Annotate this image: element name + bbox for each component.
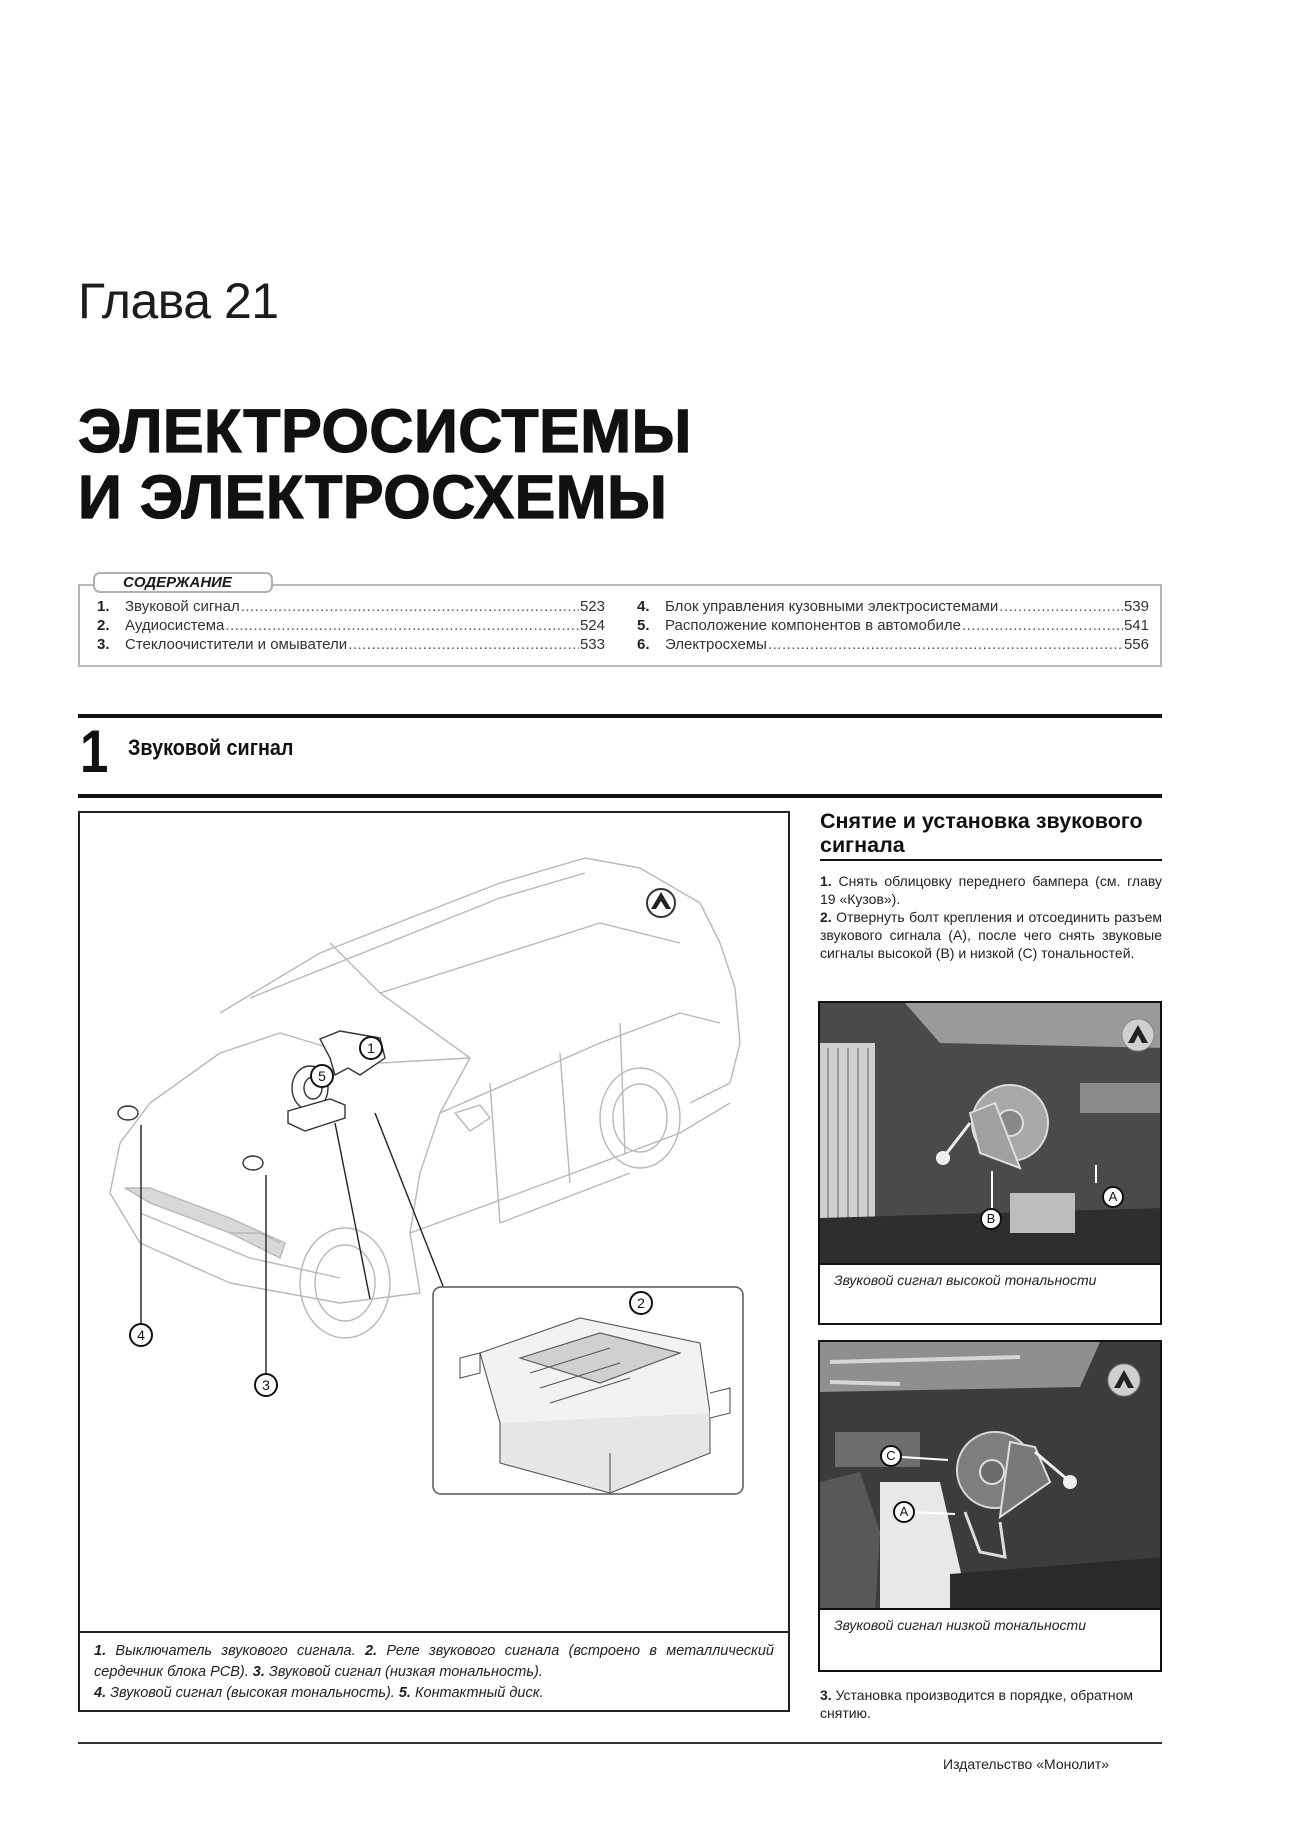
toc-leader-dots xyxy=(999,598,1123,615)
section-number: 1 xyxy=(80,718,109,785)
photo-caption-low-tone: Звуковой сигнал низкой тональности xyxy=(818,1610,1162,1672)
toc-item-title: Расположение компонентов в автомобиле xyxy=(665,617,961,634)
callout-1: 1 xyxy=(359,1036,383,1060)
photo-label-a: A xyxy=(893,1501,915,1523)
toc-item-page: 523 xyxy=(579,598,605,615)
photo-label-c: C xyxy=(880,1445,902,1467)
step-text: Отвернуть болт крепления и отсоединить разъем звукового сигнала (A), после чего снять звуковые сигналы высокой (B) и низкой (C) тональностей. xyxy=(820,909,1162,961)
toc-item[interactable] xyxy=(97,598,605,617)
section-title: Звуковой сигнал xyxy=(128,735,294,760)
toc-leader-dots xyxy=(348,636,579,653)
toc-item-title: Аудиосистема xyxy=(125,617,225,634)
figure-caption-divider xyxy=(78,1631,790,1633)
toc-item[interactable] xyxy=(97,636,605,655)
step-number: 2. xyxy=(820,909,832,925)
toc-heading: СОДЕРЖАНИЕ xyxy=(93,572,273,593)
engine-bay-photo-2 xyxy=(820,1342,1162,1610)
caption-item-number: 3. xyxy=(252,1664,265,1680)
toc-item[interactable] xyxy=(637,598,1149,617)
toc-item-number: 6. xyxy=(637,636,650,653)
low-horn-shape xyxy=(243,1156,263,1170)
step-number: 3. xyxy=(820,1687,832,1703)
toc-item-number: 1. xyxy=(97,598,110,615)
toc-item-title: Стеклоочистители и омыватели xyxy=(125,636,348,653)
figure-caption xyxy=(94,1641,774,1704)
toc-item-number: 3. xyxy=(97,636,110,653)
toc-item-title: Блок управления кузовными электросистемами xyxy=(665,598,999,615)
toc-item[interactable] xyxy=(637,617,1149,636)
caption-item-number: 5. xyxy=(398,1685,411,1701)
procedure-heading: Снятие и установка звукового сигнала xyxy=(820,809,1162,861)
caption-item-number: 2. xyxy=(364,1643,378,1659)
photo-low-tone-horn xyxy=(818,1340,1162,1610)
caption-item-text: Контактный диск. xyxy=(410,1685,544,1701)
photo-high-tone-horn xyxy=(818,1001,1162,1265)
step-number: 1. xyxy=(820,873,832,889)
chapter-label: Глава 21 xyxy=(78,273,279,329)
procedure-step xyxy=(820,872,1162,908)
toc-item-number: 2. xyxy=(97,617,110,634)
toc-item[interactable] xyxy=(637,636,1149,655)
caption-item-text: Звуковой сигнал (высокая тональность). xyxy=(106,1685,399,1701)
toc-item-title: Электросхемы xyxy=(665,636,767,653)
publisher-logo-icon xyxy=(647,889,675,917)
callout-4: 4 xyxy=(129,1323,153,1347)
toc-leader-dots xyxy=(241,598,579,615)
procedure-step xyxy=(820,1686,1162,1722)
toc-item-page: 539 xyxy=(1123,598,1149,615)
step-text: Снять облицовку переднего бампера (см. главу 19 «Кузов»). xyxy=(820,873,1162,907)
toc-item-number: 5. xyxy=(637,617,650,634)
publisher-credit: Издательство «Монолит» xyxy=(943,1756,1110,1772)
toc-item-title: Звуковой сигнал xyxy=(125,598,240,615)
toc-item-page: 541 xyxy=(1123,617,1149,634)
high-horn-shape xyxy=(118,1106,138,1120)
toc-item-page: 524 xyxy=(579,617,605,634)
section-bottom-rule xyxy=(78,794,1162,798)
photo-label-b: B xyxy=(980,1208,1002,1230)
caption-item-number: 4. xyxy=(94,1685,107,1701)
photo-label-a: A xyxy=(1102,1186,1124,1208)
section-top-rule xyxy=(78,714,1162,718)
footer-rule xyxy=(78,1742,1162,1744)
callout-2: 2 xyxy=(629,1291,653,1315)
chapter-title-line-1: ЭЛЕКТРОСИСТЕМЫ xyxy=(78,397,692,465)
toc-column-right xyxy=(637,598,1149,655)
callout-3: 3 xyxy=(254,1373,278,1397)
component-shapes xyxy=(118,1031,385,1170)
car-component-diagram xyxy=(80,813,788,1629)
chapter-title xyxy=(78,398,692,530)
caption-item-text: Звуковой сигнал (низкая тональность). xyxy=(264,1664,543,1680)
toc-item-page: 556 xyxy=(1123,636,1149,653)
toc-leader-dots xyxy=(225,617,579,634)
callout-5: 5 xyxy=(310,1064,334,1088)
relay-block-shape xyxy=(288,1099,345,1131)
car-outline-drawing xyxy=(110,858,740,1338)
toc-item-page: 533 xyxy=(579,636,605,653)
photo-caption-high-tone: Звуковой сигнал высокой тональности xyxy=(818,1265,1162,1325)
caption-item-text: Реле звукового сигнала (встроено в металлический сердечник блока PCB). xyxy=(94,1643,774,1680)
toc-leader-dots xyxy=(768,636,1123,653)
toc-leader-dots xyxy=(962,617,1123,634)
caption-item-text: Выключатель звукового сигнала. xyxy=(106,1643,365,1659)
procedure-steps xyxy=(820,872,1162,962)
chapter-title-line-2: И ЭЛЕКТРОСХЕМЫ xyxy=(78,463,668,531)
toc-item-number: 4. xyxy=(637,598,650,615)
caption-item-number: 1. xyxy=(94,1643,107,1659)
step-text: Установка производится в порядке, обратном снятию. xyxy=(820,1687,1134,1721)
procedure-step xyxy=(820,908,1162,962)
toc-item[interactable] xyxy=(97,617,605,636)
toc-column-left xyxy=(97,598,605,655)
